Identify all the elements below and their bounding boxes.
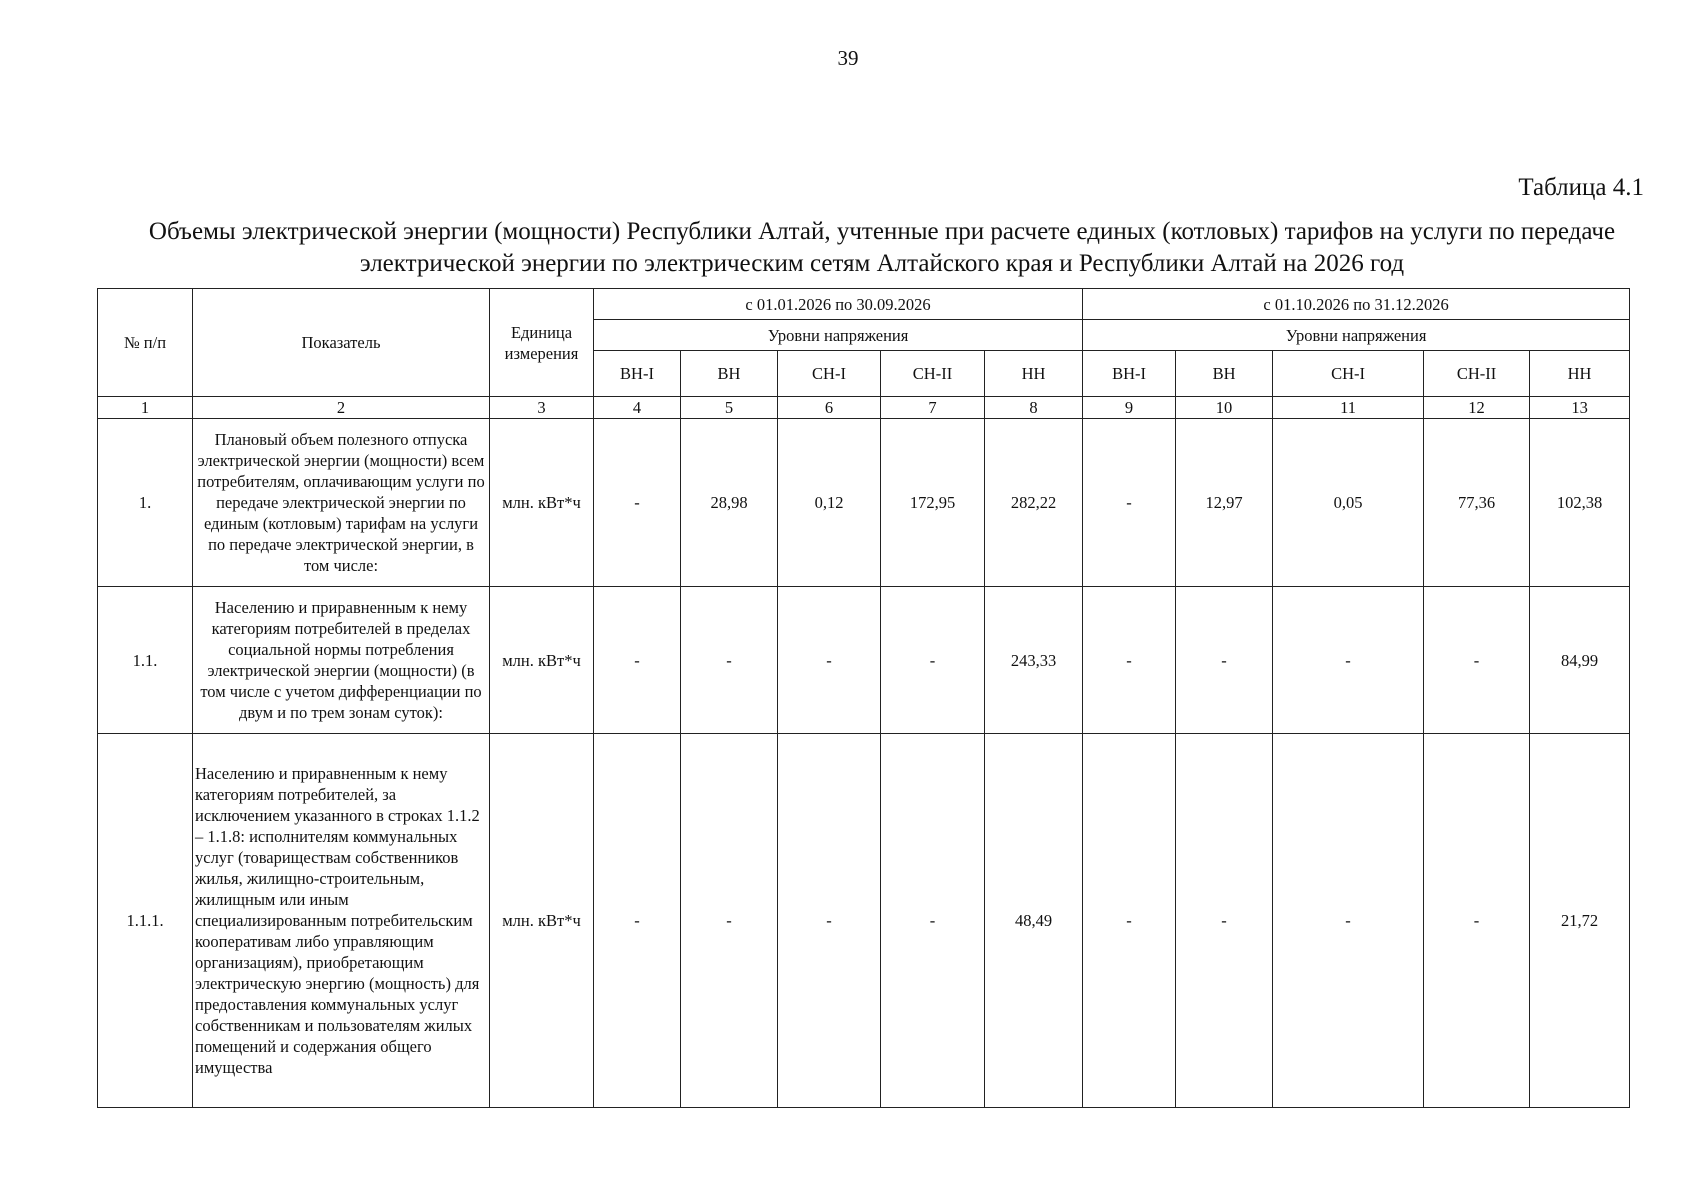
header-level: СН-II — [881, 351, 985, 397]
row-value: 84,99 — [1530, 587, 1630, 734]
row-value: - — [1424, 734, 1530, 1108]
row-value: 243,33 — [985, 587, 1083, 734]
row-value: - — [594, 587, 681, 734]
tariff-volume-table — [97, 288, 1630, 1108]
row-indicator: Плановый объем полезного отпуска электрической энергии (мощности) всем потребителям, оплачивающим услуги по передаче электрической энергии по единым (котловым) тарифам на услуги по передаче электрической энергии, в том числе: — [193, 419, 490, 587]
row-value: - — [1176, 587, 1273, 734]
row-number: 1.1.1. — [98, 734, 193, 1108]
header-level: СН-I — [1273, 351, 1424, 397]
column-number: 10 — [1176, 397, 1273, 419]
header-unit: Единица измерения — [490, 289, 594, 397]
column-number: 1 — [98, 397, 193, 419]
header-level: НН — [1530, 351, 1630, 397]
row-unit: млн. кВт*ч — [490, 419, 594, 587]
column-number: 3 — [490, 397, 594, 419]
row-value: - — [1083, 734, 1176, 1108]
row-value: - — [881, 587, 985, 734]
row-indicator: Населению и приравненным к нему категориям потребителей в пределах социальной нормы потребления электрической энергии (мощности) (в том числе с учетом дифференциации по двум и по трем зонам суток): — [193, 587, 490, 734]
column-number: 6 — [778, 397, 881, 419]
row-value: - — [681, 734, 778, 1108]
row-value: - — [681, 587, 778, 734]
row-value: 172,95 — [881, 419, 985, 587]
row-value: - — [594, 734, 681, 1108]
header-level: НН — [985, 351, 1083, 397]
row-unit: млн. кВт*ч — [490, 587, 594, 734]
row-value: 282,22 — [985, 419, 1083, 587]
row-value: - — [1083, 419, 1176, 587]
header-level: ВН — [681, 351, 778, 397]
row-value: - — [1424, 587, 1530, 734]
header-row-periods — [98, 289, 1630, 320]
header-voltage-levels-1: Уровни напряжения — [594, 320, 1083, 351]
row-value: - — [1176, 734, 1273, 1108]
row-value: 28,98 — [681, 419, 778, 587]
header-period-2: с 01.10.2026 по 31.12.2026 — [1083, 289, 1630, 320]
row-value: - — [778, 587, 881, 734]
table-label: Таблица 4.1 — [1518, 174, 1644, 201]
row-value: - — [594, 419, 681, 587]
header-num: № п/п — [98, 289, 193, 397]
row-value: 12,97 — [1176, 419, 1273, 587]
row-number: 1. — [98, 419, 193, 587]
column-number: 2 — [193, 397, 490, 419]
row-value: - — [1273, 587, 1424, 734]
row-value: 0,12 — [778, 419, 881, 587]
header-level: ВН-I — [1083, 351, 1176, 397]
header-level: ВН-I — [594, 351, 681, 397]
row-value: 48,49 — [985, 734, 1083, 1108]
column-number: 11 — [1273, 397, 1424, 419]
row-value: 21,72 — [1530, 734, 1630, 1108]
row-value: 77,36 — [1424, 419, 1530, 587]
page-number: 39 — [837, 46, 859, 70]
column-number-row — [98, 397, 1630, 419]
row-number: 1.1. — [98, 587, 193, 734]
row-value: - — [1083, 587, 1176, 734]
header-level: СН-I — [778, 351, 881, 397]
row-value: 0,05 — [1273, 419, 1424, 587]
table-row — [98, 587, 1630, 734]
column-number: 13 — [1530, 397, 1630, 419]
header-level: СН-II — [1424, 351, 1530, 397]
row-value: - — [881, 734, 985, 1108]
header-indicator: Показатель — [193, 289, 490, 397]
column-number: 4 — [594, 397, 681, 419]
header-period-1: с 01.01.2026 по 30.09.2026 — [594, 289, 1083, 320]
row-indicator: Населению и приравненным к нему категориям потребителей, за исключением указанного в строках 1.1.2 – 1.1.8: исполнителям коммунальных услуг (товариществам собственников жилья, жилищно-строительным, жилищным или иным специализированным потребительским кооперативам либо управляющим организациям), приобретающим электрическую энергию (мощность) для предоставления коммунальных услуг собственникам и пользователям жилых помещений и содержания общего имущества — [193, 734, 490, 1108]
table-row — [98, 419, 1630, 587]
column-number: 12 — [1424, 397, 1530, 419]
column-number: 9 — [1083, 397, 1176, 419]
row-value: - — [1273, 734, 1424, 1108]
row-value: 102,38 — [1530, 419, 1630, 587]
header-level: ВН — [1176, 351, 1273, 397]
table-title: Объемы электрической энергии (мощности) Республики Алтай, учтенные при расчете единых (котловых) тарифов на услуги по передаче электрической энергии по электрическим сетям Алтайского края и Республики Алтай на 2026 год — [148, 218, 1616, 277]
column-number: 7 — [881, 397, 985, 419]
table-row — [98, 734, 1630, 1108]
header-voltage-levels-2: Уровни напряжения — [1083, 320, 1630, 351]
column-number: 5 — [681, 397, 778, 419]
row-value: - — [778, 734, 881, 1108]
column-number: 8 — [985, 397, 1083, 419]
row-unit: млн. кВт*ч — [490, 734, 594, 1108]
